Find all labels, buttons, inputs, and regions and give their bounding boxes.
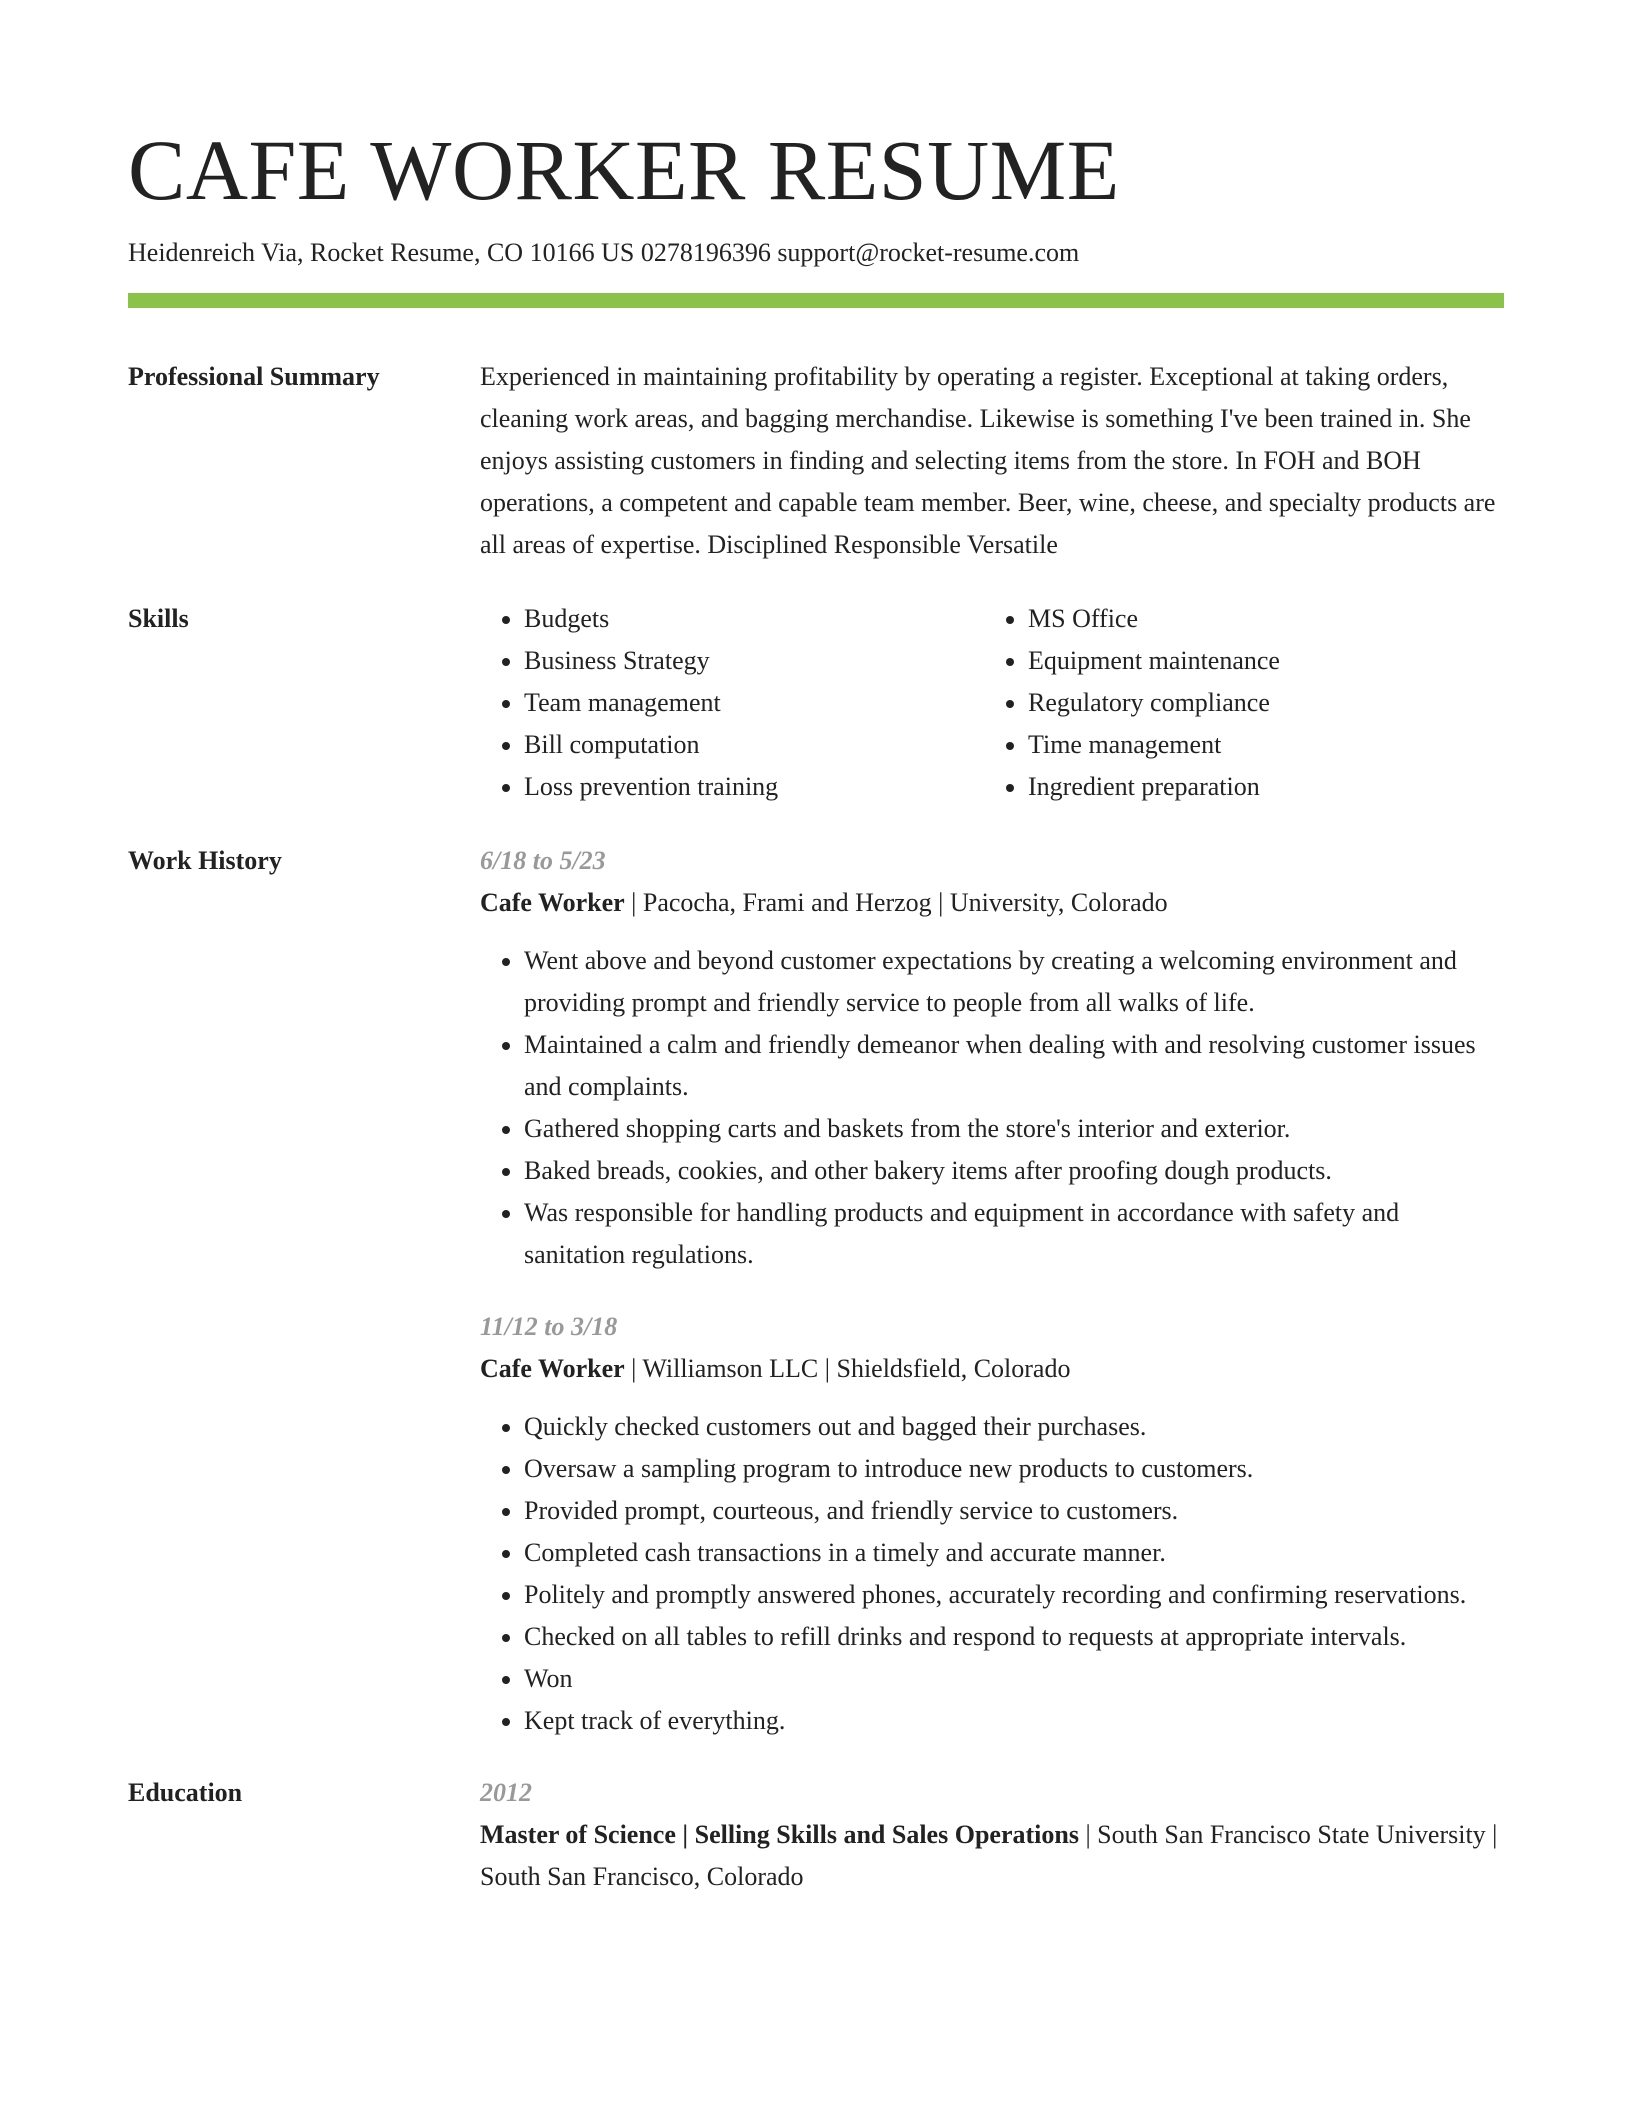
professional-summary-section xyxy=(128,356,1504,566)
job-heading xyxy=(480,1348,1504,1390)
job-bullet: • Went above and beyond customer expectations by creating a welcoming environment and providing prompt and friendly service to people from all walks of life. xyxy=(524,940,1504,1024)
education-details: | South San Francisco State University | South San Francisco, Colorado xyxy=(480,1820,1498,1891)
skills-grid xyxy=(480,598,1504,808)
job-bullet: • Quickly checked customers out and bagged their purchases. xyxy=(524,1406,1504,1448)
job-dates: 11/12 to 3/18 xyxy=(480,1312,618,1341)
resume-page xyxy=(128,118,1504,1898)
education-body xyxy=(480,1772,1504,1898)
work-history-body xyxy=(480,840,1504,1742)
education-entry xyxy=(480,1772,1504,1898)
skill-item: • Loss prevention training xyxy=(524,766,984,808)
job-bullet: • Maintained a calm and friendly demeanor when dealing with and resolving customer issues and complaints. xyxy=(524,1024,1504,1108)
job-details: | Williamson LLC | Shieldsfield, Colorado xyxy=(624,1354,1071,1383)
job-details: | Pacocha, Frami and Herzog | University, Colorado xyxy=(624,888,1168,917)
skill-item: • Equipment maintenance xyxy=(1028,640,1488,682)
skill-item: • Regulatory compliance xyxy=(1028,682,1488,724)
job-heading xyxy=(480,882,1504,924)
skill-item: • Team management xyxy=(524,682,984,724)
skill-item: • Business Strategy xyxy=(524,640,984,682)
section-label-summary: Professional Summary xyxy=(128,362,380,391)
skill-item: • Ingredient preparation xyxy=(1028,766,1488,808)
header-divider xyxy=(128,293,1504,308)
job-bullet: • Gathered shopping carts and baskets from the store's interior and exterior. xyxy=(524,1108,1504,1150)
job-bullet: • Kept track of everything. xyxy=(524,1700,1504,1742)
skills-list-left xyxy=(480,598,984,808)
job-bullet: • Provided prompt, courteous, and friendly service to customers. xyxy=(524,1490,1504,1532)
job-bullet: • Baked breads, cookies, and other bakery items after proofing dough products. xyxy=(524,1150,1504,1192)
summary-text: Experienced in maintaining profitability by operating a register. Exceptional at taking orders, cleaning work areas, and bagging merchandise. Likewise is something I've been trained in. She enjoys assisting customers in finding and selecting items from the store. In FOH and BOH operations, a competent and capable team member. Beer, wine, cheese, and specialty products are all areas of expertise. Disciplined Responsible Versatile xyxy=(480,362,1496,559)
skill-item: • Budgets xyxy=(524,598,984,640)
job-bullet: • Won xyxy=(524,1658,1504,1700)
education-heading xyxy=(480,1814,1504,1898)
skills-list-right xyxy=(984,598,1488,808)
section-label-education: Education xyxy=(128,1778,243,1807)
education-degree: Master of Science | Selling Skills and Sales Operations xyxy=(480,1820,1079,1849)
job-bullet: • Completed cash transactions in a timely and accurate manner. xyxy=(524,1532,1504,1574)
job-entry xyxy=(480,1306,1504,1742)
job-dates: 6/18 to 5/23 xyxy=(480,846,606,875)
job-title: Cafe Worker xyxy=(480,1354,625,1383)
skill-item: • Time management xyxy=(1028,724,1488,766)
section-label-work: Work History xyxy=(128,846,282,875)
contact-line: Heidenreich Via, Rocket Resume, CO 10166 US 0278196396 support@rocket-resume.com xyxy=(128,238,1080,267)
section-label-skills: Skills xyxy=(128,604,189,633)
resume-title: CAFE WORKER RESUME xyxy=(128,122,1120,218)
skill-item: • Bill computation xyxy=(524,724,984,766)
education-year: 2012 xyxy=(480,1778,532,1807)
job-bullet: • Checked on all tables to refill drinks and respond to requests at appropriate intervals. xyxy=(524,1616,1504,1658)
skills-section xyxy=(128,598,1504,808)
work-history-section xyxy=(128,840,1504,1742)
job-entry xyxy=(480,840,1504,1276)
job-bullet: • Was responsible for handling products and equipment in accordance with safety and sanitation regulations. xyxy=(524,1192,1504,1276)
education-section xyxy=(128,1772,1504,1898)
job-bullet: • Politely and promptly answered phones, accurately recording and confirming reservations. xyxy=(524,1574,1504,1616)
job-title: Cafe Worker xyxy=(480,888,625,917)
job-bullets xyxy=(480,1406,1504,1742)
skill-item: • MS Office xyxy=(1028,598,1488,640)
job-bullets xyxy=(480,940,1504,1276)
job-bullet: • Oversaw a sampling program to introduce new products to customers. xyxy=(524,1448,1504,1490)
